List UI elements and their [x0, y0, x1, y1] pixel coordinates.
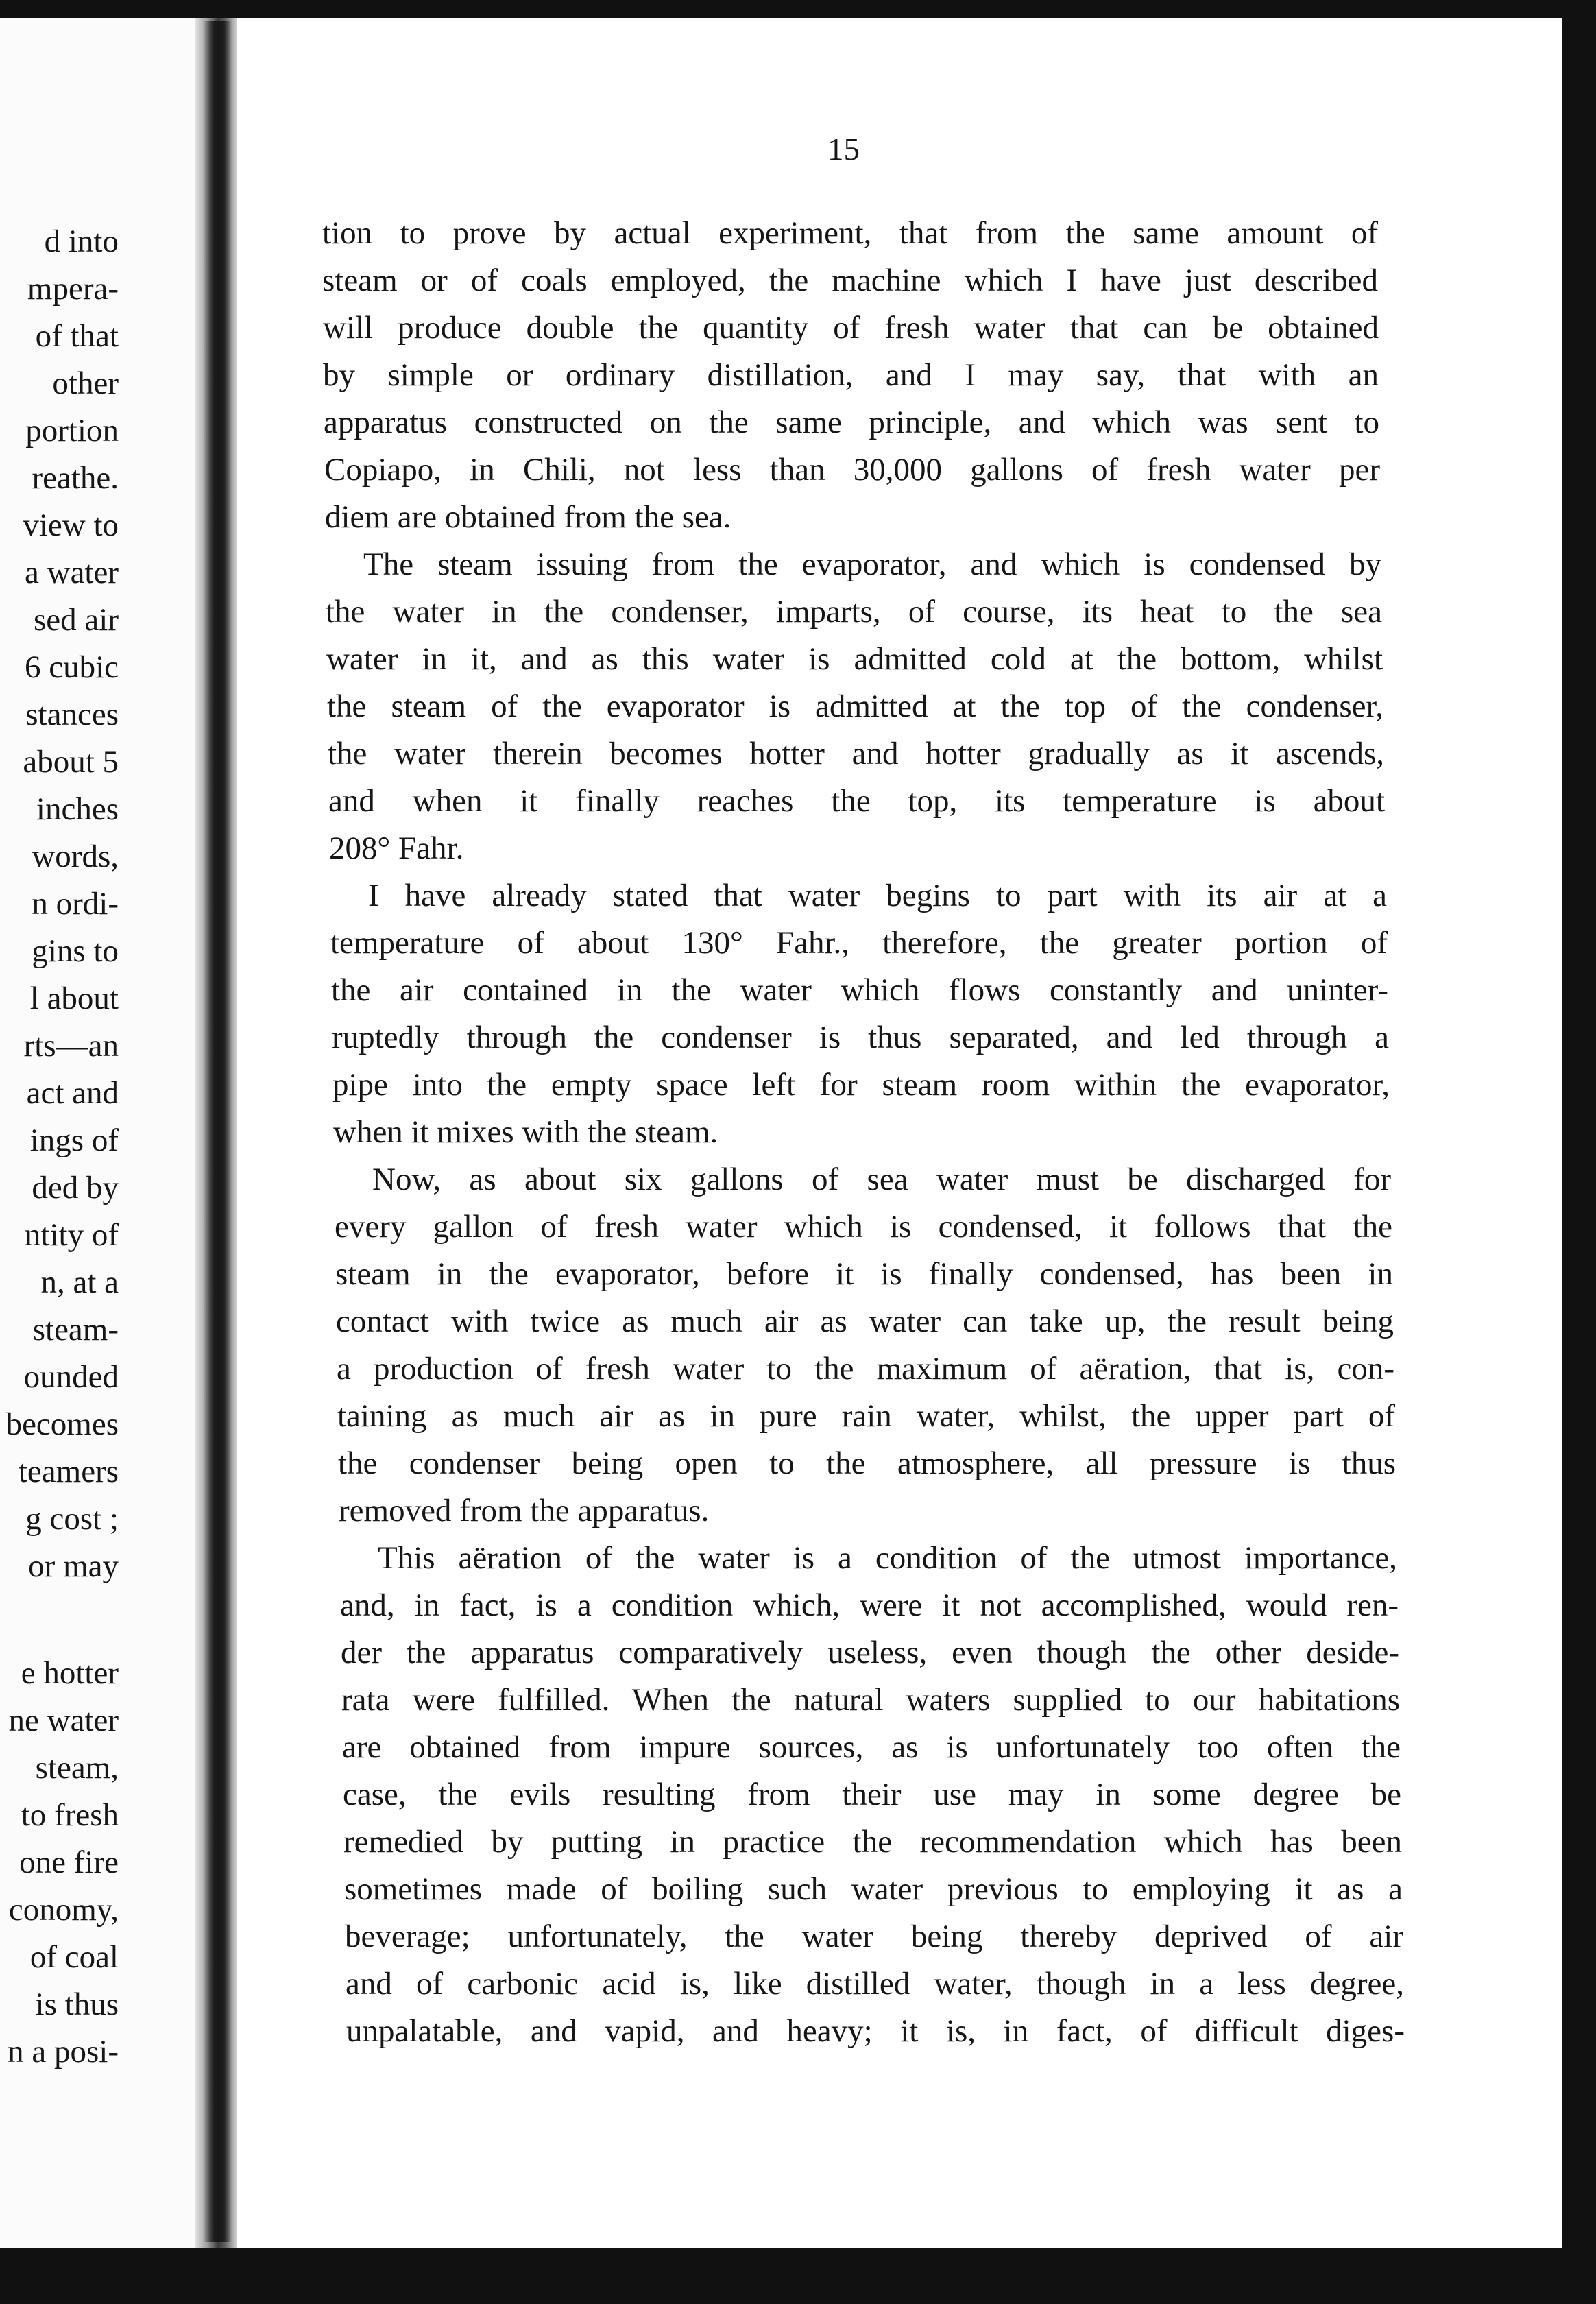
text-line: 208° Fahr. [329, 830, 464, 866]
text-line: when it mixes with the steam. [333, 1114, 718, 1150]
facing-page-line: a water [25, 555, 119, 590]
facing-page-line: words, [32, 839, 119, 874]
text-line: ruptedly through the condenser is thus separated, and led through a [332, 1020, 1389, 1055]
facing-page-fragment [0, 18, 195, 2248]
text-line: every gallon of fresh water which is condensed, it follows that the [335, 1209, 1392, 1245]
text-line: remedied by putting in practice the recommendation which has been [343, 1824, 1402, 1860]
facing-page-line: n ordi- [32, 886, 119, 922]
facing-page-line: view to [23, 507, 119, 543]
text-line: the air contained in the water which flows constantly and uninter- [331, 972, 1388, 1008]
text-line: and, in fact, is a condition which, were it not accomplished, would ren- [340, 1587, 1399, 1623]
text-line: the water in the condenser, imparts, of course, its heat to the sea [326, 594, 1382, 629]
facing-page-line: mpera- [27, 271, 119, 307]
facing-page-line: steam, [35, 1750, 119, 1786]
text-line: will produce double the quantity of fresh water that can be obtained [323, 310, 1379, 346]
text-line: beverage; unfortunately, the water being thereby deprived of air [345, 1919, 1403, 1954]
facing-page-line: becomes [5, 1406, 119, 1442]
text-line: taining as much air as in pure rain water, whilst, the upper part of [337, 1398, 1395, 1434]
facing-page-line: is thus [35, 1987, 119, 2022]
text-line: tion to prove by actual experiment, that from the same amount of [322, 215, 1378, 251]
text-line: rata were fulfilled. When the natural waters supplied to our habitations [341, 1682, 1400, 1718]
facing-page-line: steam- [32, 1312, 119, 1347]
facing-page-line: reathe. [32, 460, 119, 496]
facing-page-line: n, at a [40, 1264, 119, 1300]
facing-page-line: rts—an [23, 1028, 119, 1064]
facing-page-line: conomy, [8, 1892, 119, 1928]
text-line: case, the evils resulting from their use may in some degree be [343, 1777, 1401, 1812]
facing-page-line: stances [25, 697, 119, 732]
text-line: removed from the apparatus. [339, 1493, 710, 1528]
facing-page-line: of that [35, 318, 119, 354]
facing-page-line: other [52, 365, 119, 401]
gutter-shadow [203, 21, 232, 2242]
text-line: water in it, and as this water is admitted cold at the bottom, whilst [326, 641, 1383, 677]
facing-page-line: sed air [34, 602, 119, 638]
facing-page-line: ntity of [24, 1217, 119, 1253]
facing-page-line: g cost ; [25, 1501, 119, 1537]
text-line: and when it finally reaches the top, its temperature is about [328, 783, 1385, 819]
facing-page-line: e hotter [21, 1655, 119, 1691]
text-line: by simple or ordinary distillation, and I may say, that with an [323, 357, 1379, 393]
text-line: unpalatable, and vapid, and heavy; it is, in fact, of difficult diges- [346, 2013, 1405, 2049]
facing-page-line: ded by [32, 1170, 119, 1205]
text-line: apparatus constructed on the same principle, and which was sent to [324, 405, 1379, 440]
facing-page-line: l about [29, 981, 119, 1016]
scan-border-top [0, 0, 1596, 18]
text-line: and of carbonic acid is, like distilled water, though in a less degree, [346, 1966, 1404, 2002]
facing-page-line: d into [44, 224, 119, 259]
facing-page-line: to fresh [21, 1797, 119, 1833]
facing-page-line: ounded [23, 1359, 119, 1395]
text-line: temperature of about 130° Fahr., therefore, the greater portion of [330, 925, 1388, 961]
facing-page-line: of coal [29, 1939, 119, 1975]
facing-page-line: act and [26, 1075, 119, 1111]
text-line: the water therein becomes hotter and hotter gradually as it ascends, [328, 736, 1384, 771]
page-number: 15 [827, 132, 860, 167]
text-line: diem are obtained from the sea. [325, 499, 732, 535]
text-line: Now, as about six gallons of sea water must be discharged for [372, 1162, 1391, 1197]
facing-page-line: ings of [29, 1123, 119, 1158]
facing-page-line: 6 cubic [24, 649, 119, 685]
facing-page-line: one fire [19, 1845, 119, 1880]
facing-page-line: portion [25, 413, 119, 448]
scan-border-right [1562, 0, 1596, 2304]
text-line: sometimes made of boiling such water previous to employing it as a [344, 1871, 1403, 1907]
text-line: are obtained from impure sources, as is unfortunately too often the [342, 1729, 1401, 1765]
facing-page-line: about 5 [23, 744, 119, 780]
facing-page-line: inches [36, 791, 119, 827]
facing-page-line: ne water [8, 1703, 119, 1738]
text-line: The steam issuing from the evaporator, and which is condensed by [363, 547, 1381, 582]
text-line: the condenser being open to the atmosphere, all pressure is thus [338, 1445, 1396, 1481]
text-line: steam in the evaporator, before it is finally condensed, has been in [335, 1256, 1393, 1292]
text-line: contact with twice as much air as water can take up, the result being [336, 1304, 1394, 1339]
text-line: pipe into the empty space left for steam room within the evaporator, [332, 1067, 1390, 1103]
facing-page-line: n a posi- [8, 2034, 119, 2069]
text-line: Copiapo, in Chili, not less than 30,000 gallons of fresh water per [324, 452, 1380, 488]
text-line: a production of fresh water to the maximum of aëration, that is, con- [337, 1351, 1394, 1387]
text-line: This aëration of the water is a condition of the utmost importance, [378, 1540, 1397, 1576]
text-line: I have already stated that water begins to part with its air at a [368, 878, 1387, 913]
text-line: steam or of coals employed, the machine which I have just described [322, 263, 1378, 298]
text-line: der the apparatus comparatively useless, even though the other deside- [341, 1635, 1399, 1670]
facing-page-line: or may [28, 1548, 119, 1584]
text-line: the steam of the evaporator is admitted at the top of the condenser, [327, 688, 1383, 724]
scan-border-bottom [0, 2248, 1596, 2304]
facing-page-line: teamers [18, 1454, 119, 1489]
facing-page-line: gins to [32, 933, 119, 969]
